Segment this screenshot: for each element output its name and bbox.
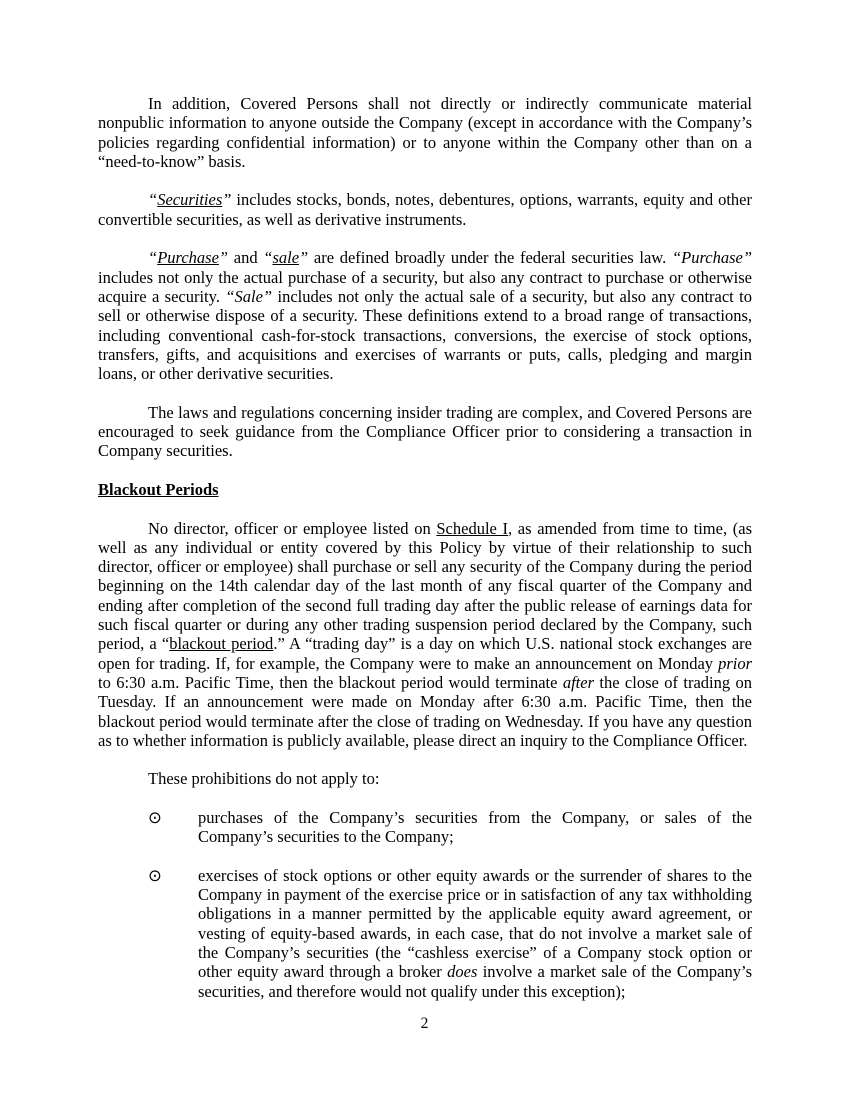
text-segment: exercises of stock options or other equity awards or the surrender of shares to the Company in payment of the exercise price or in satisfaction of any tax withholding obligations in a manner permitted by the applicable equity award agreement, or vesting of equity-based awards, in each case, that do not involve a market sale of the Company’s securities (the “cashless exercise” of a Company stock option or other equity award through a broker: [198, 865, 752, 982]
text-segment: includes not only the actual purchase of a security, but also any contract to purchase or otherwise acquire a security.: [98, 267, 752, 306]
text-segment: “Purchase”: [671, 248, 752, 268]
text-segment: purchases of the Company’s securities from the Company, or sales of the Company’s securities to the Company;: [198, 807, 752, 847]
text-segment: “: [148, 190, 158, 210]
text-segment: Purchase: [157, 248, 219, 268]
section-heading: [98, 480, 752, 499]
paragraph: [98, 190, 752, 229]
document-body: [98, 94, 752, 1020]
text-segment: In addition, Covered Persons shall not directly or indirectly communicate material nonpublic information to anyone outside the Company (except in accordance with the Company’s policies regarding confidential information) or to anyone within the Company other than on a “need-to-know” basis.: [98, 94, 752, 171]
text-segment: .” A “trading day” is a day on which U.S. national stock exchanges are open for trading. If, for example, the Company were to make an announcement on Monday: [98, 634, 752, 673]
text-segment: blackout period: [169, 634, 274, 654]
text-segment: prior: [718, 653, 752, 673]
paragraph: [98, 519, 752, 751]
text-segment: “: [263, 248, 273, 268]
text-segment: No director, officer or employee listed on: [148, 518, 437, 538]
text-segment: sale: [272, 248, 300, 268]
list-item: [98, 866, 752, 1001]
text-segment: These prohibitions do not apply to:: [148, 769, 380, 789]
text-segment: and: [228, 248, 264, 268]
text-segment: does: [447, 962, 478, 982]
paragraph: [98, 403, 752, 461]
text-segment: after: [562, 672, 594, 692]
list-item-text: [198, 866, 752, 1001]
text-segment: Schedule I: [436, 518, 509, 538]
text-segment: are defined broadly under the federal securities law.: [308, 248, 672, 268]
paragraph: [98, 248, 752, 383]
text-segment: involve a market sale of the Company’s securities, and therefore would not qualify under this exception);: [198, 962, 752, 1001]
page-number: 2: [420, 1015, 429, 1032]
text-segment: ”: [222, 190, 232, 210]
circle-bullet-icon: ⊙: [148, 807, 162, 827]
text-segment: ”: [218, 248, 229, 268]
paragraph: [98, 94, 752, 171]
text-segment: includes stocks, bonds, notes, debentures, options, warrants, equity and other convertible securities, as well as derivative instruments.: [98, 190, 752, 229]
text-segment: , as amended from time to time, (as well as any individual or entity covered by this Policy by virtue of their relationship to such director, officer or employee) shall purchase or sell any security of the Company during the period beginning on the 14th calendar day of the last month of any fiscal quarter of the Company and ending after completion of the second full trading day after the public release of earnings data for such fiscal quarter or during any other trading suspension period declared by the Company, such period, a “: [98, 518, 752, 654]
text-segment: “: [148, 248, 158, 268]
list-item: [98, 808, 752, 847]
text-segment: to 6:30 a.m. Pacific Time, then the blackout period would terminate: [98, 672, 563, 692]
text-segment: the close of trading on Tuesday. If an announcement were made on Monday after 6:30 a.m. Pacific Time, then the blackout period would terminate after the close of trading on Wednesday. If you have any question as to whether information is publicly available, please direct an inquiry to the Compliance Officer.: [98, 672, 752, 750]
circle-bullet-icon: ⊙: [148, 865, 162, 885]
text-segment: Blackout Periods: [98, 479, 219, 499]
text-segment: “Sale”: [225, 286, 273, 306]
text-segment: Securities: [157, 190, 223, 210]
list-item-text: [198, 808, 752, 846]
text-segment: includes not only the actual sale of a security, but also any contract to sell or otherwise dispose of a security. These definitions extend to a broad range of transactions, including conventional cash-for-stock transactions, conversions, the exercise of stock options, transfers, gifts, and acquisitions and exercises of warrants or puts, calls, pledging and margin loans, or other derivative securities.: [98, 286, 752, 384]
paragraph: [98, 769, 752, 788]
text-segment: ”: [299, 248, 309, 268]
text-segment: The laws and regulations concerning insider trading are complex, and Covered Persons are encouraged to seek guidance from the Compliance Officer prior to considering a transaction in Company securities.: [98, 402, 752, 461]
